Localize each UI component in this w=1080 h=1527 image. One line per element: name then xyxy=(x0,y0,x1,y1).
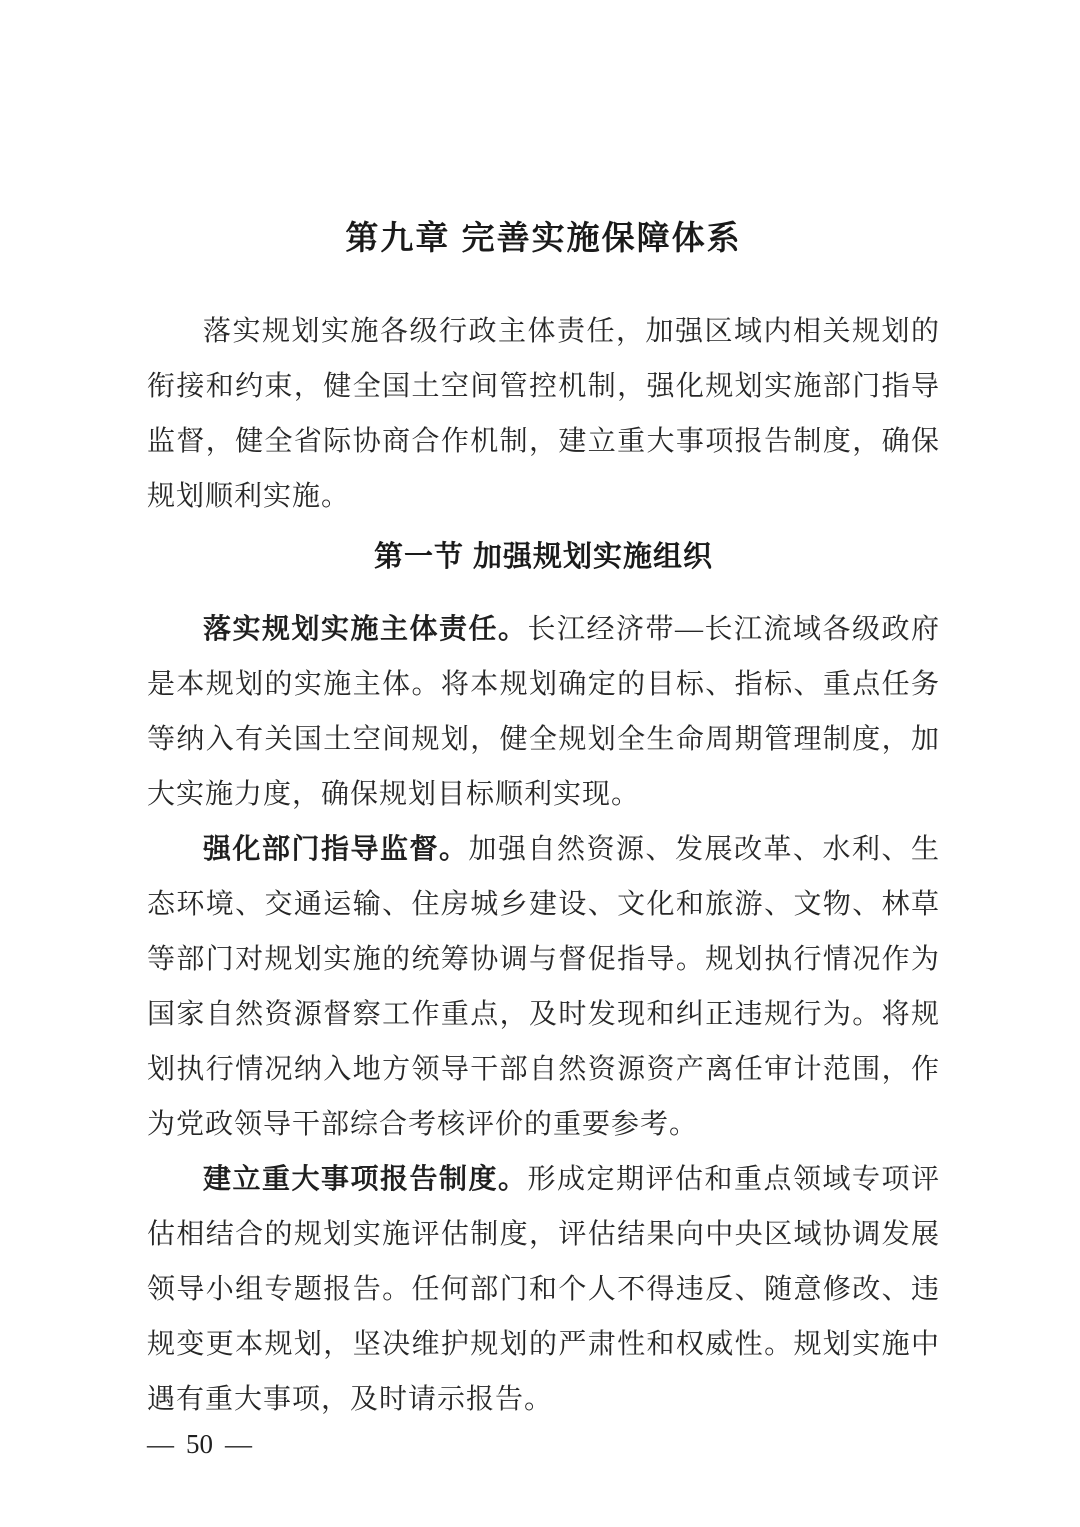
paragraph-department-supervision xyxy=(147,822,940,1152)
paragraph-body: 长江经济带—长江流域各级政府是本规划的实施主体。将本规划确定的目标、指标、重点任务等纳入有关国土空间规划，健全规划全生命周期管理制度，加大实施力度，确保规划目标顺利实现。 xyxy=(147,614,940,810)
page-content xyxy=(0,218,1080,1459)
paragraph-lead: 落实规划实施主体责任。 xyxy=(203,614,528,645)
paragraph-body: 形成定期评估和重点领域专项评估相结合的规划实施评估制度，评估结果向中央区域协调发展领导小组专题报告。任何部门和个人不得违反、随意修改、违规变更本规划，坚决维护规划的严肃性和权威性。规划实施中遇有重大事项，及时请示报告。 xyxy=(147,1164,940,1415)
paragraph-body: 加强自然资源、发展改革、水利、生态环境、交通运输、住房城乡建设、文化和旅游、文物、林草等部门对规划实施的统筹协调与督促指导。规划执行情况作为国家自然资源督察工作重点，及时发现和纠正违规行为。将规划执行情况纳入地方领导干部自然资源资产离任审计范围，作为党政领导干部综合考核评价的重要参考。 xyxy=(147,834,940,1140)
paragraph-lead: 建立重大事项报告制度。 xyxy=(203,1164,528,1195)
page-number: 50 xyxy=(186,1429,213,1459)
page-footer xyxy=(147,1429,940,1459)
section-title: 第一节 加强规划实施组织 xyxy=(373,541,714,573)
footer-left-dash: — xyxy=(147,1429,174,1459)
paragraph-lead: 强化部门指导监督。 xyxy=(203,834,469,865)
intro-paragraph: 落实规划实施各级行政主体责任，加强区域内相关规划的衔接和约束，健全国土空间管控机制，强化规划实施部门指导监督，健全省际协商合作机制，建立重大事项报告制度，确保规划顺利实施。 xyxy=(147,316,940,512)
footer-right-dash: — xyxy=(225,1429,252,1459)
chapter-title: 第九章 完善实施保障体系 xyxy=(345,219,742,256)
paragraph-implementation-responsibility xyxy=(147,602,940,822)
paragraph-major-matters-reporting xyxy=(147,1152,940,1427)
